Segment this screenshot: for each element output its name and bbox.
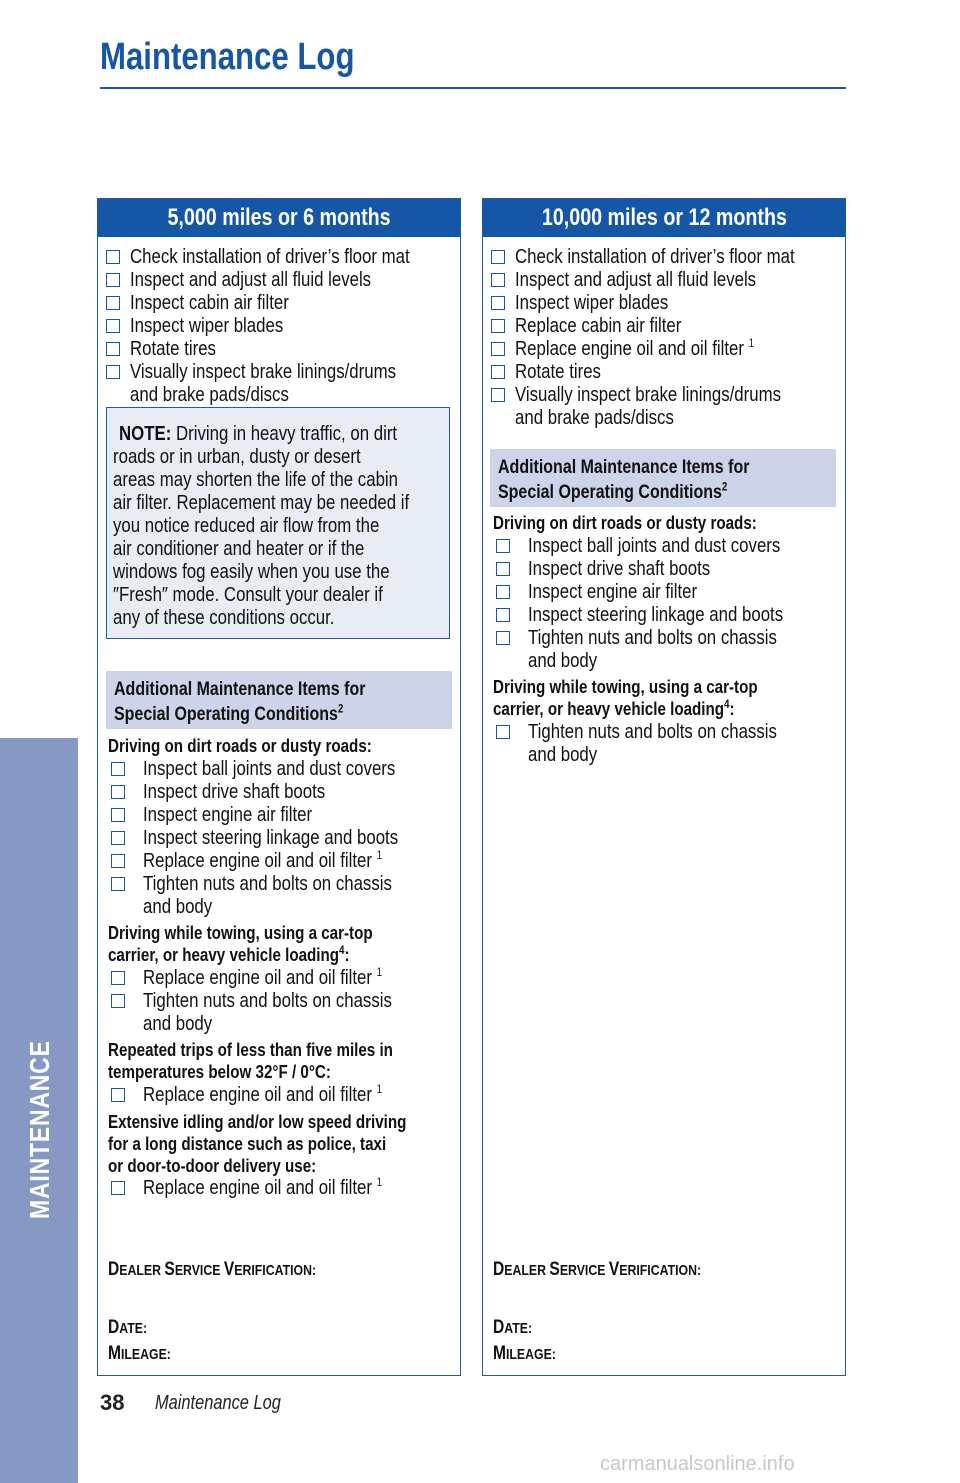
checkbox[interactable] — [496, 725, 510, 739]
checkbox[interactable] — [496, 585, 510, 599]
checkbox[interactable] — [111, 994, 125, 1008]
note-line: areas may shorten the life of the cabin — [113, 468, 399, 491]
section-heading-short-trips: temperatures below 32°F / 0°C: — [108, 1061, 331, 1082]
checkbox[interactable] — [491, 250, 505, 264]
note-box — [106, 407, 450, 639]
checkbox[interactable] — [496, 562, 510, 576]
checkbox[interactable] — [491, 319, 505, 333]
checkbox[interactable] — [106, 319, 120, 333]
note-line: any of these conditions occur. — [113, 606, 335, 629]
section-heading-idling: for a long distance such as police, taxi — [108, 1133, 387, 1154]
section-heading-dirt-roads: Driving on dirt roads or dusty roads: — [108, 735, 372, 756]
page-title: Maintenance Log — [100, 36, 355, 78]
section-heading-dirt-roads: Driving on dirt roads or dusty roads: — [493, 512, 757, 533]
additional-items-header: Additional Maintenance Items for Special Operating Conditions$^2$ — [106, 671, 452, 729]
date-field[interactable]: DATE: — [493, 1317, 533, 1338]
section-heading-towing: Driving while towing, using a car-top — [108, 922, 373, 943]
section-heading-idling: or door-to-door delivery use: — [108, 1155, 317, 1176]
checkbox[interactable] — [491, 273, 505, 287]
footer-label: Maintenance Log — [155, 1392, 281, 1414]
checkbox[interactable] — [491, 388, 505, 402]
checkbox[interactable] — [106, 342, 120, 356]
watermark: carmanualsonline.info — [600, 1453, 795, 1475]
section-heading-short-trips: Repeated trips of less than five miles in — [108, 1039, 393, 1060]
checkbox[interactable] — [106, 296, 120, 310]
mileage-field[interactable]: MILEAGE: — [493, 1343, 556, 1364]
column-10000-miles: 10,000 miles or 12 months Check installation of driver’s floor mat Inspect and adjust all fluid levels Inspect wiper blades Replace cabin air filter Replace engine oil and oil filter $^1$ Rotate tires Visually inspect brake linings/drums and brake pads/discs Additional Maintenance Items for Special Operating Conditions$^2$ Driving on dirt roads or dusty roads: Inspect ball joints and dust covers Inspect drive shaft boots Inspect engine air filter Inspect steering linkage and boots Tighten nuts and bolts on chassis and body Driving while towing, using a car-top carrier, or heavy vehicle loading$^4$: Tighten nuts and bolts on chassis and body DEALER SERVICE VERIFICATION: DATE: MILEAGE: — [482, 198, 846, 1376]
column-5000-miles: 5,000 miles or 6 months Check installation of driver’s floor mat Inspect and adjust all fluid levels Inspect cabin air filter Inspect wiper blades Rotate tires Visually inspect brake linings/drums and brake pads/discs NOTE: Driving in heavy traffic, on dirt roads or in urban, dusty or desert areas may shorten the life of the cabin air filter. Replacement may be needed if you notice reduced air flow from the air conditioner and heater or if the windows fog easily when you use the ″Fresh″ mode. Consult your dealer if any of these conditions occur. Additional Maintenance Items for Special Operating Conditions$^2$ Driving on dirt roads or dusty roads: Inspect ball joints and dust covers Inspect drive shaft boots Inspect engine air filter Inspect steering linkage and boots Replace engine oil and oil filter $^1$ Tighten nuts and bolts on chassis and body Driving while towing, using a car-top carrier, or heavy vehicle loading$^4$: Replace engine oil and oil filter $^1$ Tighten nuts and bolts on chassis and body Repeated trips of less than five miles in temperatures below 32°F / 0°C: Replace engine oil and oil filter $^1$ Extensive idling and/or low speed driving for a long distance such as police, taxi or door-to-door delivery use: Replace engine oil and oil filter $^1$ DEALER SERVICE VERIFICATION: DATE: MILEAGE: — [97, 198, 461, 1376]
note-line: air conditioner and heater or if the — [113, 537, 365, 560]
checkbox[interactable] — [491, 296, 505, 310]
checkbox[interactable] — [106, 273, 120, 287]
checkbox[interactable] — [111, 808, 125, 822]
column-header: 5,000 miles or 6 months — [98, 199, 460, 237]
note-line: air filter. Replacement may be needed if — [113, 491, 410, 514]
mileage-field[interactable]: MILEAGE: — [108, 1343, 171, 1364]
section-heading-towing: carrier, or heavy vehicle loading$^4$: — [108, 942, 350, 965]
checkbox[interactable] — [111, 854, 125, 868]
note-line: windows fog easily when you use the — [113, 560, 390, 583]
note-line: you notice reduced air flow from the — [113, 514, 380, 537]
side-tab-label: MAINTENANCE — [24, 1040, 55, 1219]
checkbox[interactable] — [111, 1181, 125, 1195]
checkbox[interactable] — [496, 631, 510, 645]
dealer-service-verification[interactable]: DEALER SERVICE VERIFICATION: — [493, 1259, 702, 1280]
checkbox[interactable] — [111, 877, 125, 891]
checkbox[interactable] — [491, 365, 505, 379]
section-heading-idling: Extensive idling and/or low speed driving — [108, 1111, 407, 1132]
checkbox[interactable] — [111, 971, 125, 985]
section-heading-towing: carrier, or heavy vehicle loading$^4$: — [493, 696, 735, 719]
checkbox[interactable] — [111, 831, 125, 845]
checkbox[interactable] — [111, 762, 125, 776]
checkbox[interactable] — [491, 342, 505, 356]
checkbox[interactable] — [106, 365, 120, 379]
page-number: 38 — [100, 1390, 125, 1415]
additional-items-header: Additional Maintenance Items for Special Operating Conditions$^2$ — [490, 449, 836, 507]
title-rule — [100, 87, 846, 89]
checkbox[interactable] — [496, 608, 510, 622]
note-line: ″Fresh″ mode. Consult your dealer if — [113, 583, 383, 606]
dealer-service-verification[interactable]: DEALER SERVICE VERIFICATION: — [108, 1259, 317, 1280]
checkbox[interactable] — [496, 539, 510, 553]
note-line: NOTE: Driving in heavy traffic, on dirt — [119, 422, 398, 445]
checkbox[interactable] — [111, 1088, 125, 1102]
checkbox[interactable] — [106, 250, 120, 264]
note-line: roads or in urban, dusty or desert — [113, 445, 361, 468]
date-field[interactable]: DATE: — [108, 1317, 148, 1338]
section-heading-towing: Driving while towing, using a car-top — [493, 676, 758, 697]
checkbox[interactable] — [111, 785, 125, 799]
column-header: 10,000 miles or 12 months — [483, 199, 845, 237]
